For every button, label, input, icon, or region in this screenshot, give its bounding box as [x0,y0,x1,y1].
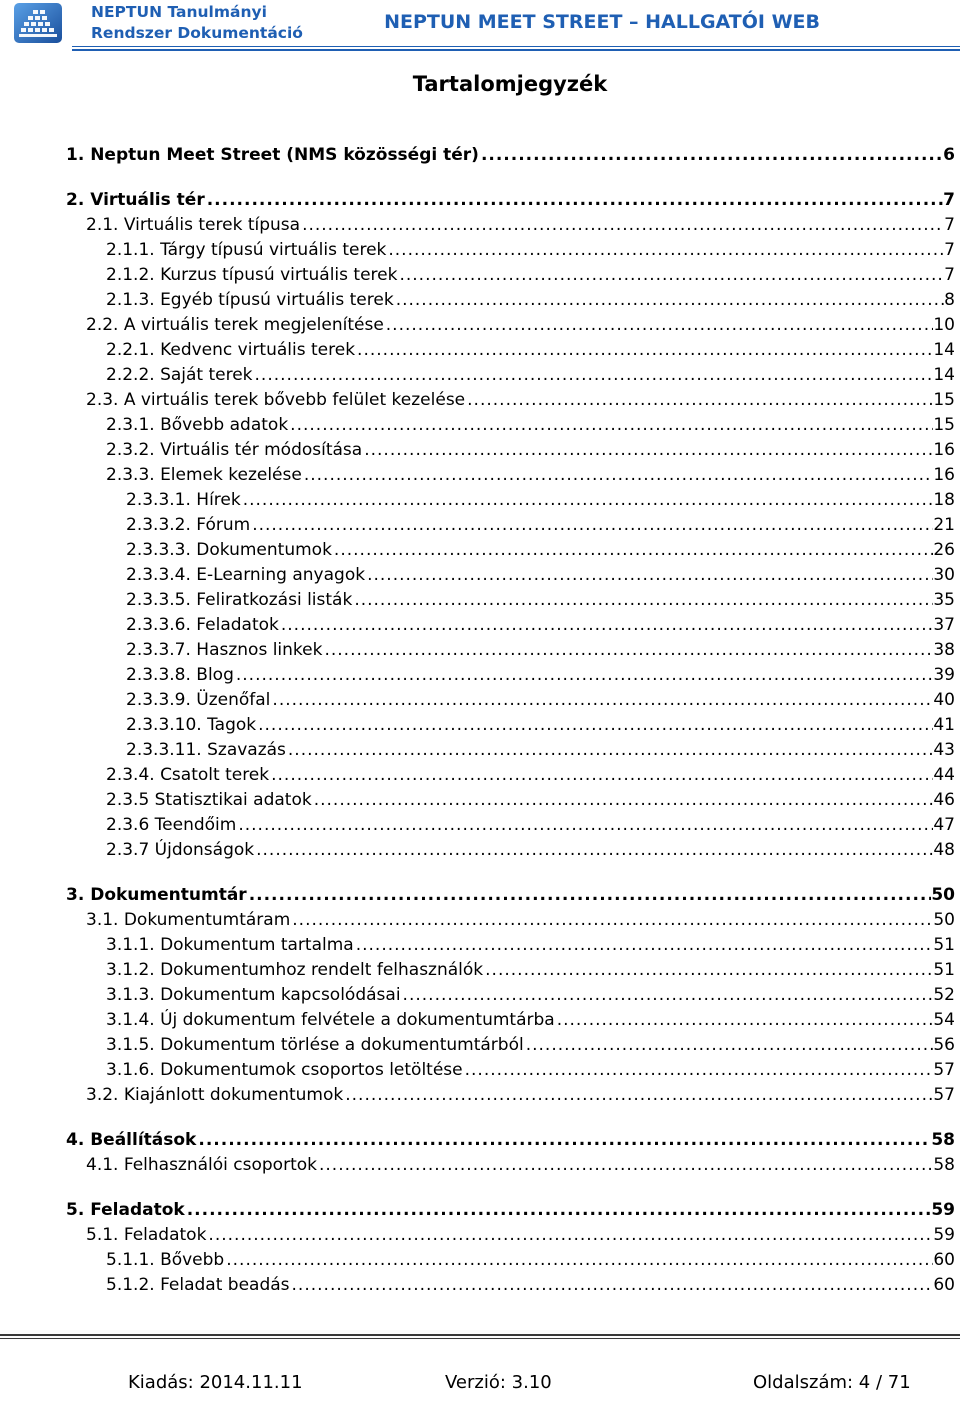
toc-entry[interactable] [106,1035,955,1059]
toc-entry[interactable] [86,390,955,414]
toc-dot-leader [236,815,933,835]
toc-entry-title: 5.1.1. Bővebb [106,1250,225,1270]
toc-entry-page: 14 [933,340,955,360]
toc-entry[interactable] [106,240,955,264]
toc-entry[interactable] [106,1275,955,1299]
toc-entry-title: 3.1.1. Dokumentum tartalma [106,935,354,955]
toc-entry-page: 44 [933,765,955,785]
toc-entry-page: 14 [933,365,955,385]
toc-entry-page: 18 [933,490,955,510]
toc-entry-page: 8 [944,290,955,310]
toc-entry[interactable] [106,1250,955,1274]
toc-entry-page: 60 [933,1275,955,1295]
toc-entry-page: 54 [933,1010,955,1030]
toc-entry[interactable] [106,1010,955,1034]
toc-entry[interactable] [86,1085,955,1109]
toc-entry-page: 46 [933,790,955,810]
toc-entry-page: 16 [933,440,955,460]
header-right-title: NEPTUN MEET STREET – HALLGATÓI WEB [384,11,820,33]
toc-entry-page: 37 [933,615,955,635]
toc-entry[interactable] [66,145,955,169]
toc-dot-leader [270,690,933,710]
toc-entry-title: 2.3. A virtuális terek bővebb felület kezelése [86,390,466,410]
toc-dot-leader [317,1155,933,1175]
toc-entry-page: 10 [933,315,955,335]
toc-entry-title: 2.3.6 Teendőim [106,815,237,835]
toc-entry-title: 5. Feladatok [66,1200,185,1220]
toc-entry[interactable] [106,960,955,984]
toc-entry-title: 5.1. Feladatok [86,1225,207,1245]
toc-entry-page: 30 [933,565,955,585]
toc-entry[interactable] [66,885,955,909]
header-left-line1: NEPTUN Tanulmányi [91,3,267,21]
toc-entry-title: 2.3.3.5. Feliratkozási listák [126,590,353,610]
toc-dot-leader [302,465,934,485]
footer-page-number: Oldalszám: 4 / 71 [753,1372,911,1393]
toc-entry-page: 21 [933,515,955,535]
toc-entry-page: 59 [931,1200,955,1220]
toc-entry[interactable] [126,515,955,539]
toc-entry[interactable] [106,935,955,959]
toc-entry-title: 2.3.3.4. E-Learning anyagok [126,565,366,585]
toc-dot-leader [224,1250,933,1270]
toc-entry-title: 2.3.3.3. Dokumentumok [126,540,332,560]
toc-entry-page: 26 [933,540,955,560]
toc-dot-leader [250,515,933,535]
toc-dot-leader [384,315,934,335]
toc-entry-title: 2.3.4. Csatolt terek [106,765,270,785]
header-left-line2: Rendszer Dokumentáció [91,24,303,42]
toc-entry-title: 2.3.1. Bővebb adatok [106,415,289,435]
toc-entry-page: 50 [933,910,955,930]
toc-entry-title: 2.3.5 Statisztikai adatok [106,790,312,810]
toc-entry-title: 3.1.6. Dokumentumok csoportos letöltése [106,1060,463,1080]
toc-entry-title: 2.2. A virtuális terek megjelenítése [86,315,384,335]
toc-entry-title: 2.1.3. Egyéb típusú virtuális terek [106,290,394,310]
toc-entry-page: 60 [933,1250,955,1270]
toc-entry-page: 51 [933,935,955,955]
toc-entry-title: 2.3.2. Virtuális tér módosítása [106,440,363,460]
toc-dot-leader [397,265,944,285]
toc-dot-leader [479,145,943,165]
toc-entry-page: 38 [933,640,955,660]
footer-rule-thin [0,1338,960,1339]
toc-entry-title: 3.1. Dokumentumtáram [86,910,291,930]
toc-entry[interactable] [106,840,955,864]
toc-entry-title: 2.3.3.1. Hírek [126,490,241,510]
toc-entry[interactable] [106,815,955,839]
toc-entry-title: 5.1.2. Feladat beadás [106,1275,290,1295]
toc-dot-leader [365,565,933,585]
toc-entry-title: 3. Dokumentumtár [66,885,247,905]
toc-dot-leader [352,590,933,610]
toc-dot-leader [290,910,933,930]
toc-entry-page: 40 [933,690,955,710]
toc-dot-leader [355,340,933,360]
toc-dot-leader [256,715,933,735]
toc-entry[interactable] [106,265,955,289]
toc-entry[interactable] [106,1060,955,1084]
toc-entry[interactable] [106,290,955,314]
footer-rule [0,1334,960,1336]
toc-entry[interactable] [66,190,955,214]
toc-entry-title: 2.3.3.11. Szavazás [126,740,286,760]
toc-entry-page: 52 [933,985,955,1005]
toc-dot-leader [185,1200,932,1220]
toc-entry[interactable] [126,640,955,664]
toc-dot-leader [401,985,934,1005]
toc-entry-title: 4.1. Felhasználói csoportok [86,1155,317,1175]
toc-entry-page: 15 [933,390,955,410]
toc-dot-leader [247,885,932,905]
toc-dot-leader [205,190,943,210]
toc-dot-leader [269,765,933,785]
toc-entry-title: 2.2.2. Saját terek [106,365,253,385]
toc-entry[interactable] [126,590,955,614]
toc-entry-page: 35 [933,590,955,610]
toc-dot-leader [254,840,933,860]
toc-entry[interactable] [126,715,955,739]
toc-entry-page: 59 [933,1225,955,1245]
toc-entry[interactable] [126,665,955,689]
toc-dot-leader [322,640,933,660]
toc-entry[interactable] [66,1200,955,1224]
toc-entry-title: 2.3.7 Újdonságok [106,840,255,860]
toc-entry-title: 2.3.3.10. Tagok [126,715,257,735]
toc-dot-leader [290,1275,934,1295]
toc-entry[interactable] [126,690,955,714]
toc-entry-title: 3.1.5. Dokumentum törlése a dokumentumtárból [106,1035,524,1055]
toc-dot-leader [288,415,933,435]
toc-entry-page: 50 [931,885,955,905]
toc-dot-leader [332,540,933,560]
toc-entry-page: 43 [933,740,955,760]
toc-entry[interactable] [86,910,955,934]
toc-dot-leader [343,1085,933,1105]
toc-dot-leader [279,615,934,635]
toc-entry-page: 51 [933,960,955,980]
toc-entry[interactable] [106,440,955,464]
toc-entry-title: 3.2. Kiajánlott dokumentumok [86,1085,344,1105]
toc-dot-leader [253,365,934,385]
toc-entry-title: 3.1.4. Új dokumentum felvétele a dokumentumtárba [106,1010,555,1030]
toc-entry-title: 2.3.3.7. Hasznos linkek [126,640,323,660]
toc-entry-title: 2.3.3.6. Feladatok [126,615,279,635]
toc-entry[interactable] [66,1130,955,1154]
toc-entry[interactable] [106,340,955,364]
toc-entry-page: 7 [944,240,955,260]
toc-entry[interactable] [126,540,955,564]
toc-entry-page: 48 [933,840,955,860]
footer-version: Verzió: 3.10 [445,1372,552,1393]
toc-dot-leader [362,440,933,460]
toc-dot-leader [483,960,933,980]
toc-dot-leader [312,790,934,810]
toc-entry-title: 2.1. Virtuális terek típusa [86,215,301,235]
toc-entry-title: 2.2.1. Kedvenc virtuális terek [106,340,356,360]
toc-entry[interactable] [106,365,955,389]
toc-dot-leader [555,1010,934,1030]
toc-entry-page: 58 [933,1155,955,1175]
toc-entry-page: 16 [933,465,955,485]
toc-entry-title: 2.1.2. Kurzus típusú virtuális terek [106,265,398,285]
toc-entry[interactable] [106,465,955,489]
toc-entry-title: 2. Virtuális tér [66,190,205,210]
toc-entry[interactable] [86,315,955,339]
toc-entry-page: 41 [933,715,955,735]
toc-dot-leader [196,1130,931,1150]
toc-entry-page: 56 [933,1035,955,1055]
toc-entry[interactable] [86,1225,955,1249]
toc-entry[interactable] [126,740,955,764]
toc-entry-title: 4. Beállítások [66,1130,197,1150]
toc-entry[interactable] [106,415,955,439]
toc-entry-title: 2.1.1. Tárgy típusú virtuális terek [106,240,387,260]
toc-entry[interactable] [106,765,955,789]
toc-entry-page: 47 [933,815,955,835]
toc-entry-page: 7 [944,215,955,235]
toc-entry[interactable] [126,490,955,514]
toc-entry-title: 3.1.3. Dokumentum kapcsolódásai [106,985,401,1005]
toc-dot-leader [300,215,944,235]
toc-entry-title: 2.3.3.2. Fórum [126,515,251,535]
toc-dot-leader [465,390,933,410]
toc-entry-title: 2.3.3.9. Üzenőfal [126,690,271,710]
toc-entry-page: 7 [944,265,955,285]
toc-entry-title: 2.3.3.8. Blog [126,665,234,685]
toc-entry[interactable] [106,790,955,814]
toc-entry[interactable] [106,985,955,1009]
toc-entry-page: 39 [933,665,955,685]
toc-entry-title: 2.3.3. Elemek kezelése [106,465,302,485]
toc-entry-page: 6 [943,145,955,165]
toc-dot-leader [386,240,944,260]
toc-entry[interactable] [86,215,955,239]
toc-dot-leader [463,1060,934,1080]
toc-dot-leader [286,740,933,760]
toc-dot-leader [206,1225,933,1245]
toc-entry-page: 7 [943,190,955,210]
toc-dot-leader [234,665,933,685]
footer-edition: Kiadás: 2014.11.11 [128,1372,303,1393]
toc-entry-page: 15 [933,415,955,435]
toc-entry-title: 3.1.2. Dokumentumhoz rendelt felhasználók [106,960,484,980]
toc-entry-title: 1. Neptun Meet Street (NMS közösségi tér) [66,145,479,165]
toc-entry-page: 57 [933,1085,955,1105]
toc-entry[interactable] [86,1155,955,1179]
toc-dot-leader [394,290,944,310]
toc-dot-leader [354,935,934,955]
toc-title: Tartalomjegyzék [412,72,608,96]
toc-entry[interactable] [126,615,955,639]
toc-dot-leader [241,490,934,510]
toc-entry-page: 57 [933,1060,955,1080]
toc-entry[interactable] [126,565,955,589]
toc-entry-page: 58 [931,1130,955,1150]
toc-dot-leader [524,1035,934,1055]
